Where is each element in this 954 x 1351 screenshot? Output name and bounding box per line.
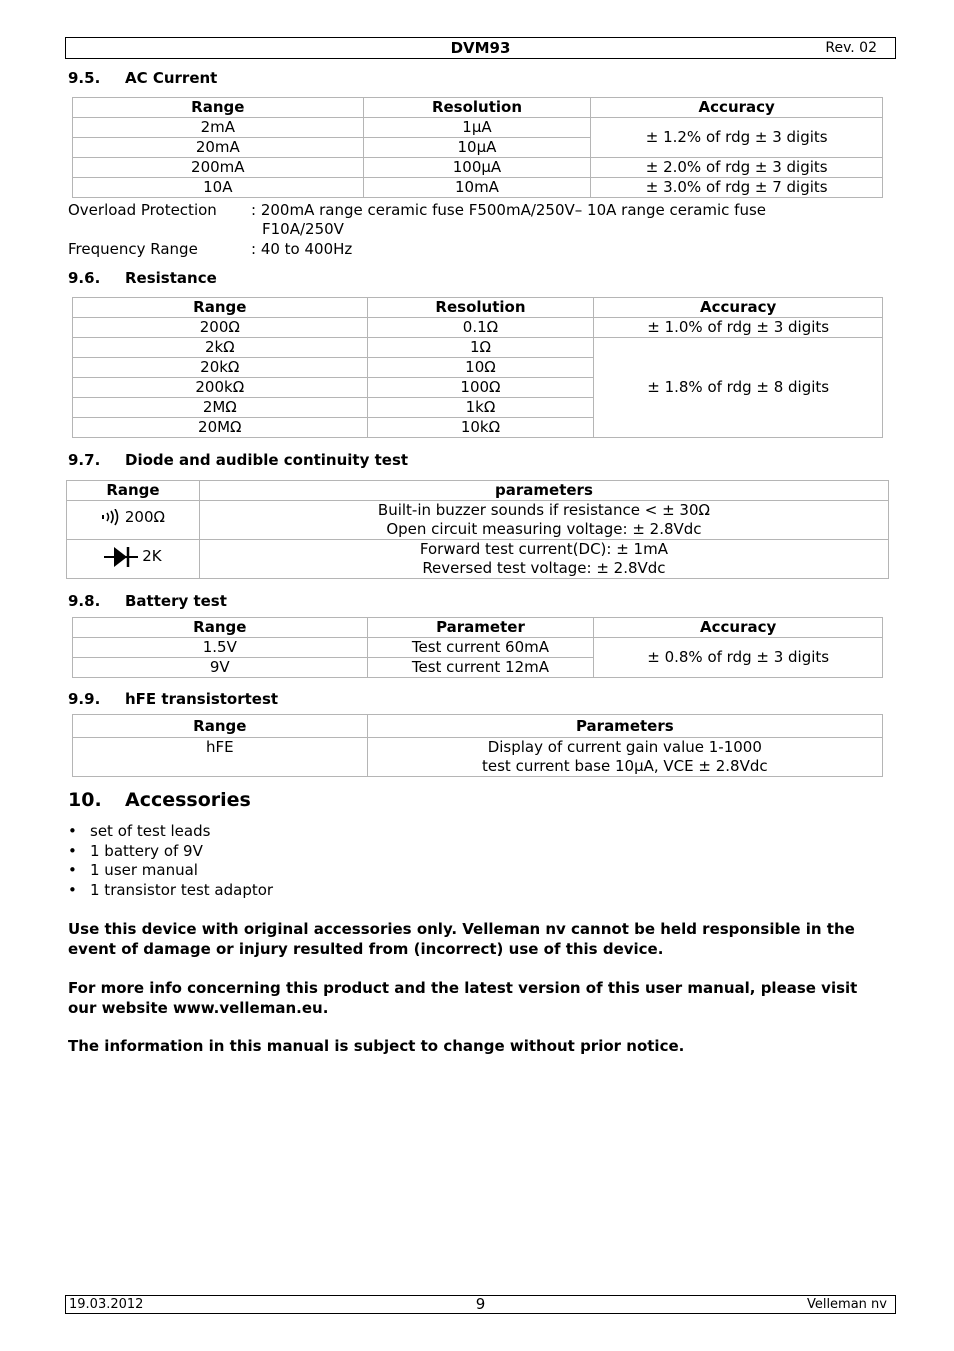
- cell: [67, 540, 200, 579]
- cell: ± 2.0% of rdg ± 3 digits: [591, 158, 883, 178]
- cell: 10mA: [363, 178, 591, 198]
- accessories-list: [68, 822, 273, 900]
- notice-subject-to-change: The information in this manual is subject to change without prior notice.: [68, 1037, 685, 1055]
- table-header-row: [73, 98, 883, 118]
- table-row: [73, 118, 883, 138]
- cell: 1Ω: [367, 338, 594, 358]
- table-header-row: [73, 298, 883, 318]
- list-item: • 1 user manual: [68, 861, 198, 879]
- table-header-row: [73, 715, 883, 738]
- cell: 10kΩ: [367, 418, 594, 438]
- cell: [367, 738, 882, 777]
- list-item: • set of test leads: [68, 822, 211, 840]
- cell: ± 0.8% of rdg ± 3 digits: [594, 638, 883, 678]
- col-header: Range: [67, 481, 200, 501]
- cell: 20MΩ: [73, 418, 368, 438]
- col-header: Range: [73, 298, 368, 318]
- table-row: [67, 501, 889, 540]
- hfe-table: [72, 714, 883, 777]
- list-item: • 1 battery of 9V: [68, 841, 203, 860]
- cell: 200kΩ: [73, 378, 368, 398]
- col-header: Parameter: [367, 618, 594, 638]
- cell: 200mA: [73, 158, 364, 178]
- col-header: Parameters: [367, 715, 882, 738]
- range-value: 2K: [142, 547, 162, 565]
- col-header: Range: [73, 715, 368, 738]
- col-header: Resolution: [367, 298, 594, 318]
- cell: Test current 60mA: [367, 638, 594, 658]
- battery-table: [72, 617, 883, 678]
- table-row: [73, 338, 883, 358]
- cell: ± 3.0% of rdg ± 7 digits: [591, 178, 883, 198]
- list-item: • 1 transistor test adaptor: [68, 880, 274, 899]
- cell: ± 1.2% of rdg ± 3 digits: [591, 118, 883, 158]
- notice-more-info: For more info concerning this product and the latest version of this user manual, please visit our website www.velleman.eu.: [68, 979, 858, 1017]
- revision: Rev. 02: [825, 40, 877, 56]
- cell: Test current 12mA: [367, 658, 594, 678]
- cell: 20mA: [73, 138, 364, 158]
- table-header-row: [67, 481, 889, 501]
- param-line: Reversed test voltage: ± 2.8Vdc: [422, 559, 666, 577]
- cell: [199, 540, 888, 579]
- cell: 10µA: [363, 138, 591, 158]
- cell: ± 1.8% of rdg ± 8 digits: [594, 338, 883, 438]
- cell: 2mA: [73, 118, 364, 138]
- cell: hFE: [73, 738, 368, 777]
- range-value: 200Ω: [124, 508, 165, 527]
- table-row: [73, 318, 883, 338]
- cell: 9V: [73, 658, 368, 678]
- section-diode-heading: 9.7. Diode and audible continuity test: [68, 451, 409, 469]
- buzzer-icon: [101, 509, 121, 527]
- col-header: Accuracy: [594, 618, 883, 638]
- param-line: Built-in buzzer sounds if resistance < ± 30Ω: [377, 501, 710, 519]
- col-header: Accuracy: [594, 298, 883, 318]
- frequency-text: : 40 to 400Hz: [251, 240, 353, 258]
- section-resistance-heading: 9.6. Resistance: [68, 269, 217, 287]
- doc-title: DVM93: [450, 39, 511, 57]
- page-header: [65, 37, 896, 59]
- param-line: Display of current gain value 1-1000: [487, 738, 762, 756]
- cell: 2MΩ: [73, 398, 368, 418]
- diode-table: [66, 480, 889, 579]
- cell: 100µA: [363, 158, 591, 178]
- page-number: 9: [475, 1295, 486, 1313]
- table-row: [73, 638, 883, 658]
- table-row: [73, 738, 883, 777]
- col-header: parameters: [199, 481, 888, 501]
- overload-label: Overload Protection: [68, 201, 217, 219]
- cell: 2kΩ: [73, 338, 368, 358]
- col-header: Accuracy: [591, 98, 883, 118]
- footer-date: 19.03.2012: [69, 1297, 144, 1312]
- page-footer: [65, 1295, 896, 1314]
- footer-company: Velleman nv: [806, 1297, 887, 1312]
- ac-current-table: [72, 97, 883, 198]
- diode-icon: [104, 545, 138, 569]
- cell: 1kΩ: [367, 398, 594, 418]
- cell: 0.1Ω: [367, 318, 594, 338]
- param-line: test current base 10µA, VCE ± 2.8Vdc: [482, 757, 768, 775]
- param-line: Forward test current(DC): ± 1mA: [419, 540, 668, 558]
- cell: 20kΩ: [73, 358, 368, 378]
- table-row: [73, 178, 883, 198]
- section-hfe-heading: 9.9. hFE transistortest: [68, 690, 279, 708]
- table-header-row: [73, 618, 883, 638]
- param-line: Open circuit measuring voltage: ± 2.8Vdc: [386, 520, 702, 538]
- col-header: Range: [73, 618, 368, 638]
- section-battery-heading: 9.8. Battery test: [68, 592, 227, 610]
- cell: [67, 501, 200, 540]
- frequency-label: Frequency Range: [68, 240, 198, 258]
- cell: 100Ω: [367, 378, 594, 398]
- cell: [199, 501, 888, 540]
- cell: 1µA: [363, 118, 591, 138]
- notice-accessories: Use this device with original accessories only. Velleman nv cannot be held responsible in the event of damage or injury resulted from (incorrect) use of this device.: [68, 920, 855, 958]
- overload-text: : 200mA range ceramic fuse F500mA/250V– 10A range ceramic fuse: [251, 201, 767, 219]
- resistance-table: [72, 297, 883, 438]
- table-row: [73, 158, 883, 178]
- cell: 200Ω: [73, 318, 368, 338]
- cell: 10A: [73, 178, 364, 198]
- section-ac-current-heading: 9.5. AC Current: [68, 69, 218, 87]
- cell: 10Ω: [367, 358, 594, 378]
- cell: 1.5V: [73, 638, 368, 658]
- cell: ± 1.0% of rdg ± 3 digits: [594, 318, 883, 338]
- section-accessories-heading: 10. Accessories: [68, 789, 251, 811]
- overload-text-cont: F10A/250V: [262, 220, 344, 238]
- col-header: Range: [73, 98, 364, 118]
- table-row: [67, 540, 889, 579]
- col-header: Resolution: [363, 98, 591, 118]
